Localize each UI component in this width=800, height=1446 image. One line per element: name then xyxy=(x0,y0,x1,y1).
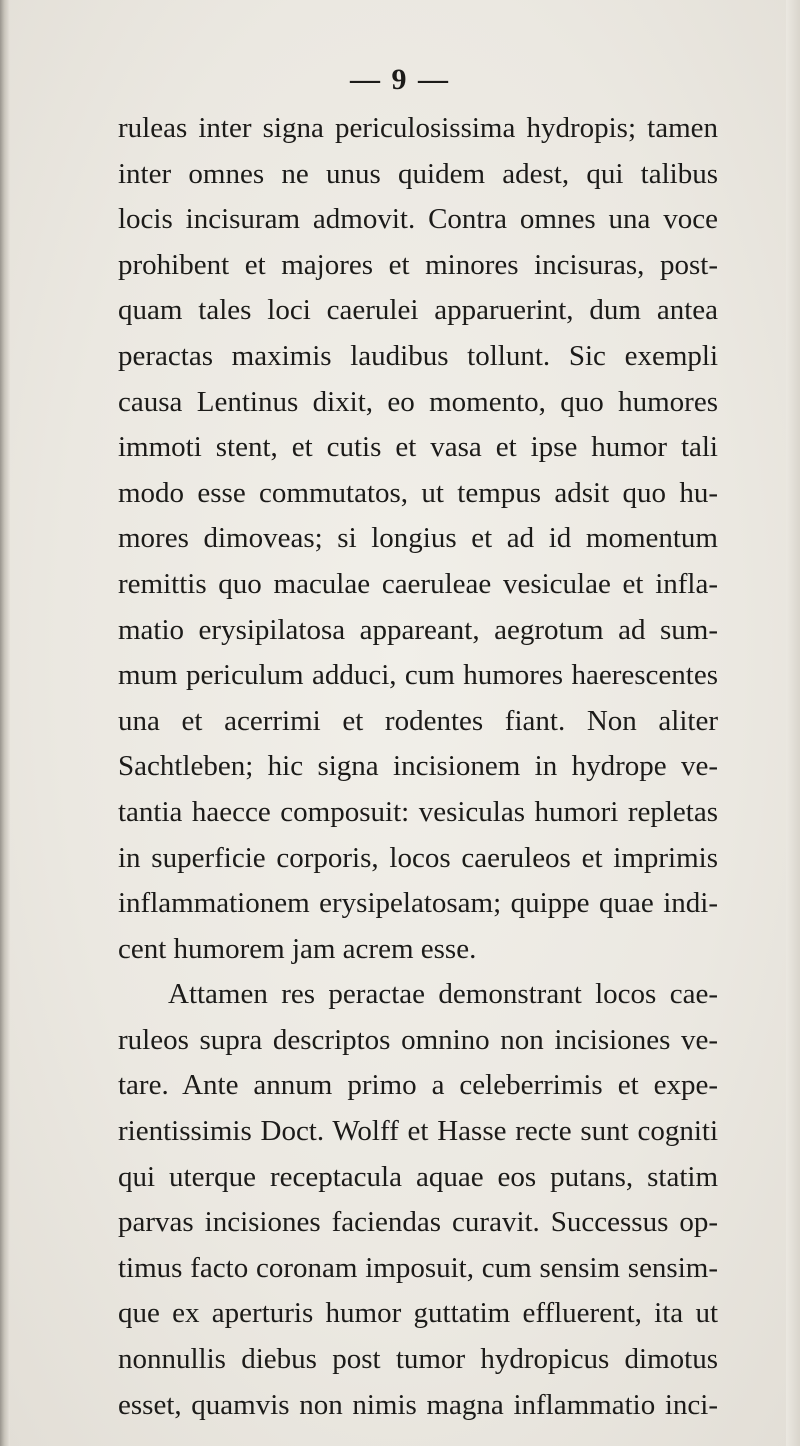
page-edge xyxy=(786,0,800,1446)
text-line: locis incisuram admovit. Contra omnes una voce xyxy=(118,203,718,236)
book-spine-shadow xyxy=(0,0,10,1446)
text-line: una et acerrimi et rodentes fiant. Non aliter xyxy=(118,704,718,737)
text-line: rientissimis Doct. Wolff et Hasse recte sunt cogniti xyxy=(118,1115,718,1148)
text-line: immoti stent, et cutis et vasa et ipse humor tali xyxy=(118,431,718,464)
text-line: inflammationem erysipelatosam; quippe quae indi- xyxy=(118,887,718,920)
text-line: causa Lentinus dixit, eo momento, quo humores xyxy=(118,385,718,418)
text-line-paragraph-start: Attamen res peractae demonstrant locos cae- xyxy=(168,978,718,1011)
page-number: — 9 — xyxy=(350,63,450,96)
text-line: esset, quamvis non nimis magna inflammatio inci- xyxy=(118,1388,718,1421)
text-line: ruleos supra descriptos omnino non incisiones ve- xyxy=(118,1023,718,1056)
text-line: ruleas inter signa periculosissima hydropis; tamen xyxy=(118,112,718,144)
body-text xyxy=(118,106,718,1428)
text-line: peractas maximis laudibus tollunt. Sic exempli xyxy=(118,339,718,372)
text-line: que ex aperturis humor guttatim effluerent, ita ut xyxy=(118,1297,718,1330)
text-line: timus facto coronam imposuit, cum sensim sensim- xyxy=(118,1251,718,1284)
text-line: quam tales loci caerulei apparuerint, dum antea xyxy=(118,294,718,327)
text-line: mores dimoveas; si longius et ad id momentum xyxy=(118,522,718,555)
text-line: mum periculum adduci, cum humores haerescentes xyxy=(118,659,718,692)
text-line: Sachtleben; hic signa incisionem in hydrope ve- xyxy=(118,750,718,783)
text-line-paragraph-end: cent humorem jam acrem esse. xyxy=(118,932,477,965)
text-line: in superficie corporis, locos caeruleos et imprimis xyxy=(118,841,718,874)
text-line: nonnullis diebus post tumor hydropicus dimotus xyxy=(118,1343,718,1376)
text-line: inter omnes ne unus quidem adest, qui talibus xyxy=(118,157,718,190)
text-line: matio erysipilatosa appareant, aegrotum ad sum- xyxy=(118,613,718,646)
text-line: modo esse commutatos, ut tempus adsit quo hu- xyxy=(118,476,718,509)
text-line: qui uterque receptacula aquae eos putans, statim xyxy=(118,1160,718,1193)
text-line: remittis quo maculae caeruleae vesiculae et infla- xyxy=(118,567,718,600)
text-line: prohibent et majores et minores incisuras, post- xyxy=(118,248,718,281)
text-line: tare. Ante annum primo a celeberrimis et expe- xyxy=(118,1069,718,1102)
text-line: parvas incisiones faciendas curavit. Successus op- xyxy=(118,1206,718,1239)
text-line: tantia haecce composuit: vesiculas humori repletas xyxy=(118,795,718,828)
